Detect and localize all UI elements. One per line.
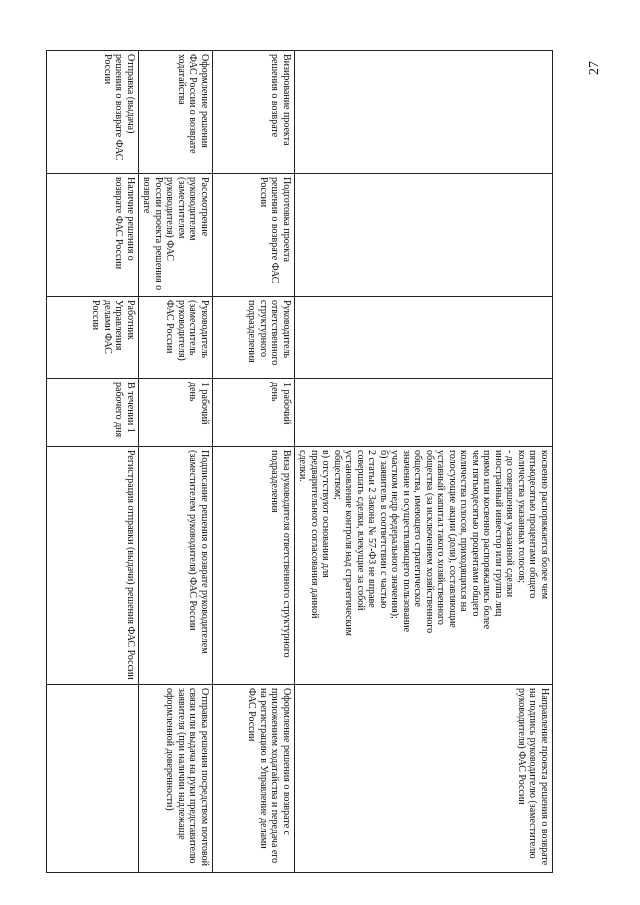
content-line: значение и осуществляющего пользование <box>401 450 412 633</box>
content-cell: Подписание решения о возврате руководителем (заместителем руководителя) ФАС России <box>139 447 213 685</box>
result-cell <box>47 685 139 873</box>
content-line: общества (за исключением хозяйственного <box>424 450 435 634</box>
executor-cell: Работник Управления делами ФАС России <box>47 297 139 379</box>
term-cell: 1 рабочий день <box>139 379 213 447</box>
term-cell: В течении 1 рабочего дня <box>47 379 139 447</box>
content-line: предварительного согласования данной <box>309 450 320 619</box>
content-line: участком недр федерального значения); <box>389 450 401 619</box>
procedure-table <box>46 50 553 873</box>
content-cell: Регистрация отправки (выдачи) решения ФАС России <box>47 447 139 685</box>
content-line: голосующие акции (доли), составляющие <box>447 450 458 628</box>
action-cell <box>295 174 553 297</box>
content-line: - до совершения указанной сделки <box>504 450 516 598</box>
content-line: прямо или косвенно распоряжались более <box>481 450 493 630</box>
stage-cell: Отправка (выдача) решения о возврате ФАС России <box>47 51 139 174</box>
executor-cell: Руководитель (заместитель руководителя) ФАС России <box>139 297 213 379</box>
content-line: косвенно распоряжается более чем <box>539 450 550 600</box>
stage-cell: Оформление решения ФАС России о возврате ходатайства <box>139 51 213 174</box>
action-cell: Наличие решения о возврате ФАС России <box>47 174 139 297</box>
action-cell: Рассмотрение руководителем (заместителем руководителя) ФАС России проекта решения о возврате <box>139 174 213 297</box>
content-cell: Виза руководителя ответственного структурного подразделения <box>213 447 295 685</box>
result-cell: Оформление решения о возврате с приложением ходатайства и передача его на регистрацию в Управление делами ФАС России <box>213 685 295 873</box>
content-line: иностранный инвестор или группа лиц <box>493 450 504 617</box>
content-cell <box>295 447 553 685</box>
term-cell <box>295 379 553 447</box>
content-line: чем пятьюдесятью процентами общего <box>470 450 481 617</box>
procedure-table-rotated <box>50 50 553 872</box>
content-line: установление контроля над стратегическим <box>343 450 355 636</box>
table-row <box>295 51 553 873</box>
result-cell: Направление проекта решения о возврате на подпись руководителю (заместителю руководителя) ФАС России <box>295 685 553 873</box>
table-row <box>139 51 213 873</box>
content-line: сделки. <box>297 450 309 482</box>
executor-cell <box>295 297 553 379</box>
content-line: обществом; <box>332 450 343 500</box>
content-line: пятьюдесятью процентами общего <box>527 450 539 599</box>
content-line: количества голосов, приходящихся на <box>458 450 470 612</box>
stage-cell: Визирование проекта решения о возврате <box>213 51 295 174</box>
term-cell: 1 рабочий день <box>213 379 295 447</box>
result-cell: Отправка решения посредством почтовой связи или выдача на руки представителю заявителя (при наличии надлежаще оформленной доверенности) <box>139 685 213 873</box>
content-line: количества указанных голосов; <box>516 450 527 583</box>
content-line: совершать сделки, влекущие за собой <box>355 450 366 611</box>
table-row <box>47 51 139 873</box>
content-line: в) отсутствуют основания для <box>320 450 332 578</box>
stage-cell <box>295 51 553 174</box>
table-row <box>213 51 295 873</box>
content-line: уставный капитал такого хозяйственного <box>435 450 447 625</box>
page-number: 27 <box>587 61 602 75</box>
action-cell: Подготовка проекта решения о возврате ФАС России <box>213 174 295 297</box>
content-line: б) заявитель в соответствии с частью <box>378 450 389 609</box>
executor-cell: Руководитель ответственного структурного подразделения <box>213 297 295 379</box>
content-line: 2 статьи 2 Закона № 57-ФЗ не вправе <box>366 450 378 608</box>
content-line: общества, имеющего стратегическое <box>412 450 424 607</box>
